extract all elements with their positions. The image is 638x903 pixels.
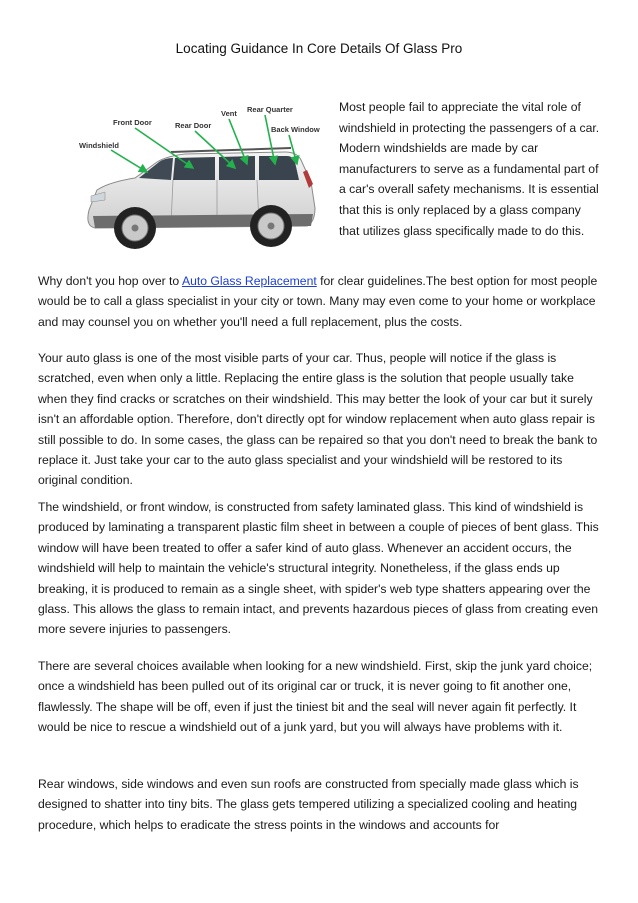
label-windshield: Windshield <box>79 141 119 150</box>
label-rear-door: Rear Door <box>175 121 212 130</box>
paragraph-2: Your auto glass is one of the most visible parts of your car. Thus, people will notice if the glass is scratched, even when only a little. Replacing the entire glass is the solution that people usually take when they find cracks or scratches on their windshield. This may better the look of your car but it surely isn't an affordable option. Therefore, don't directly opt for window replacement when auto glass repair is still possible to do. In some cases, the glass can be repaired so that you don't need to break the bank to replace it. Just take your car to the auto glass specialist and your windshield will be restored to its original condition. <box>38 351 598 488</box>
windshield-glass <box>139 158 173 180</box>
label-front-door: Front Door <box>113 118 152 127</box>
front-door-window <box>173 157 215 180</box>
rear-wheel <box>250 205 292 247</box>
page-title: Locating Guidance In Core Details Of Glass Pro <box>175 41 463 56</box>
label-rear-quarter: Rear Quarter <box>247 105 293 114</box>
paragraph-1-rest: for clear guidelines.The best option for most people would be to call a glass specialist in your city or town. Many may even come to your home or workplace and may counsel you on whether you'll need a full replacement, plus the costs. <box>38 274 598 329</box>
paragraph-1-lead: Why don't you hop over to <box>38 274 182 288</box>
rear-quarter-window <box>259 156 299 180</box>
rear-door-window <box>219 156 255 180</box>
car-glass-diagram <box>75 98 331 266</box>
paragraph-1 <box>38 271 604 332</box>
arrow-windshield <box>111 150 147 172</box>
front-wheel <box>114 207 156 249</box>
auto-glass-replacement-link[interactable]: Auto Glass Replacement <box>181 274 317 288</box>
paragraph-5: Rear windows, side windows and even sun roofs are constructed from specially made glass which is designed to shatter into tiny bits. The glass gets tempered utilizing a specialized cooling and heating procedure, which helps to eradicate the stress points in the windows and accounts for <box>38 777 579 832</box>
paragraph-3: The windshield, or front window, is constructed from safety laminated glass. This kind of windshield is produced by laminating a transparent plastic film sheet in between a couple of pieces of bent glass. This window will have been treated to offer a safer kind of auto glass. Whenever an accident occurs, the windshield will help to maintain the vehicle's structural integrity. Nonetheless, if the glass ends up breaking, it is produced to remain as a single sheet, with spider's web type shatters appearing over the glass. This allows the glass to remain intact, and prevents hazardous pieces of glass from creating even more severe injuries to passengers. <box>38 500 599 637</box>
label-back-window: Back Window <box>271 125 320 134</box>
intro-paragraph: Most people fail to appreciate the vital role of windshield in protecting the passengers of a car. Modern windshields are made by car manufacturers to serve as a fundamental part of a car's overall safety mechanisms. It is essential that this is only replaced by a glass company that utilizes glass specifically made to do this. <box>339 100 600 238</box>
car-glass-diagram-svg <box>75 98 331 266</box>
paragraph-4: There are several choices available when looking for a new windshield. First, skip the junk yard choice; once a windshield has been pulled out of its original car or truck, it is never going to fit another one, flawlessly. The shape will be off, even if just the tiniest bit and the seal will never again fit perfectly. It would be nice to rescue a windshield out of a junk yard, but you will always have problems with it. <box>38 659 593 735</box>
label-vent: Vent <box>221 109 237 118</box>
